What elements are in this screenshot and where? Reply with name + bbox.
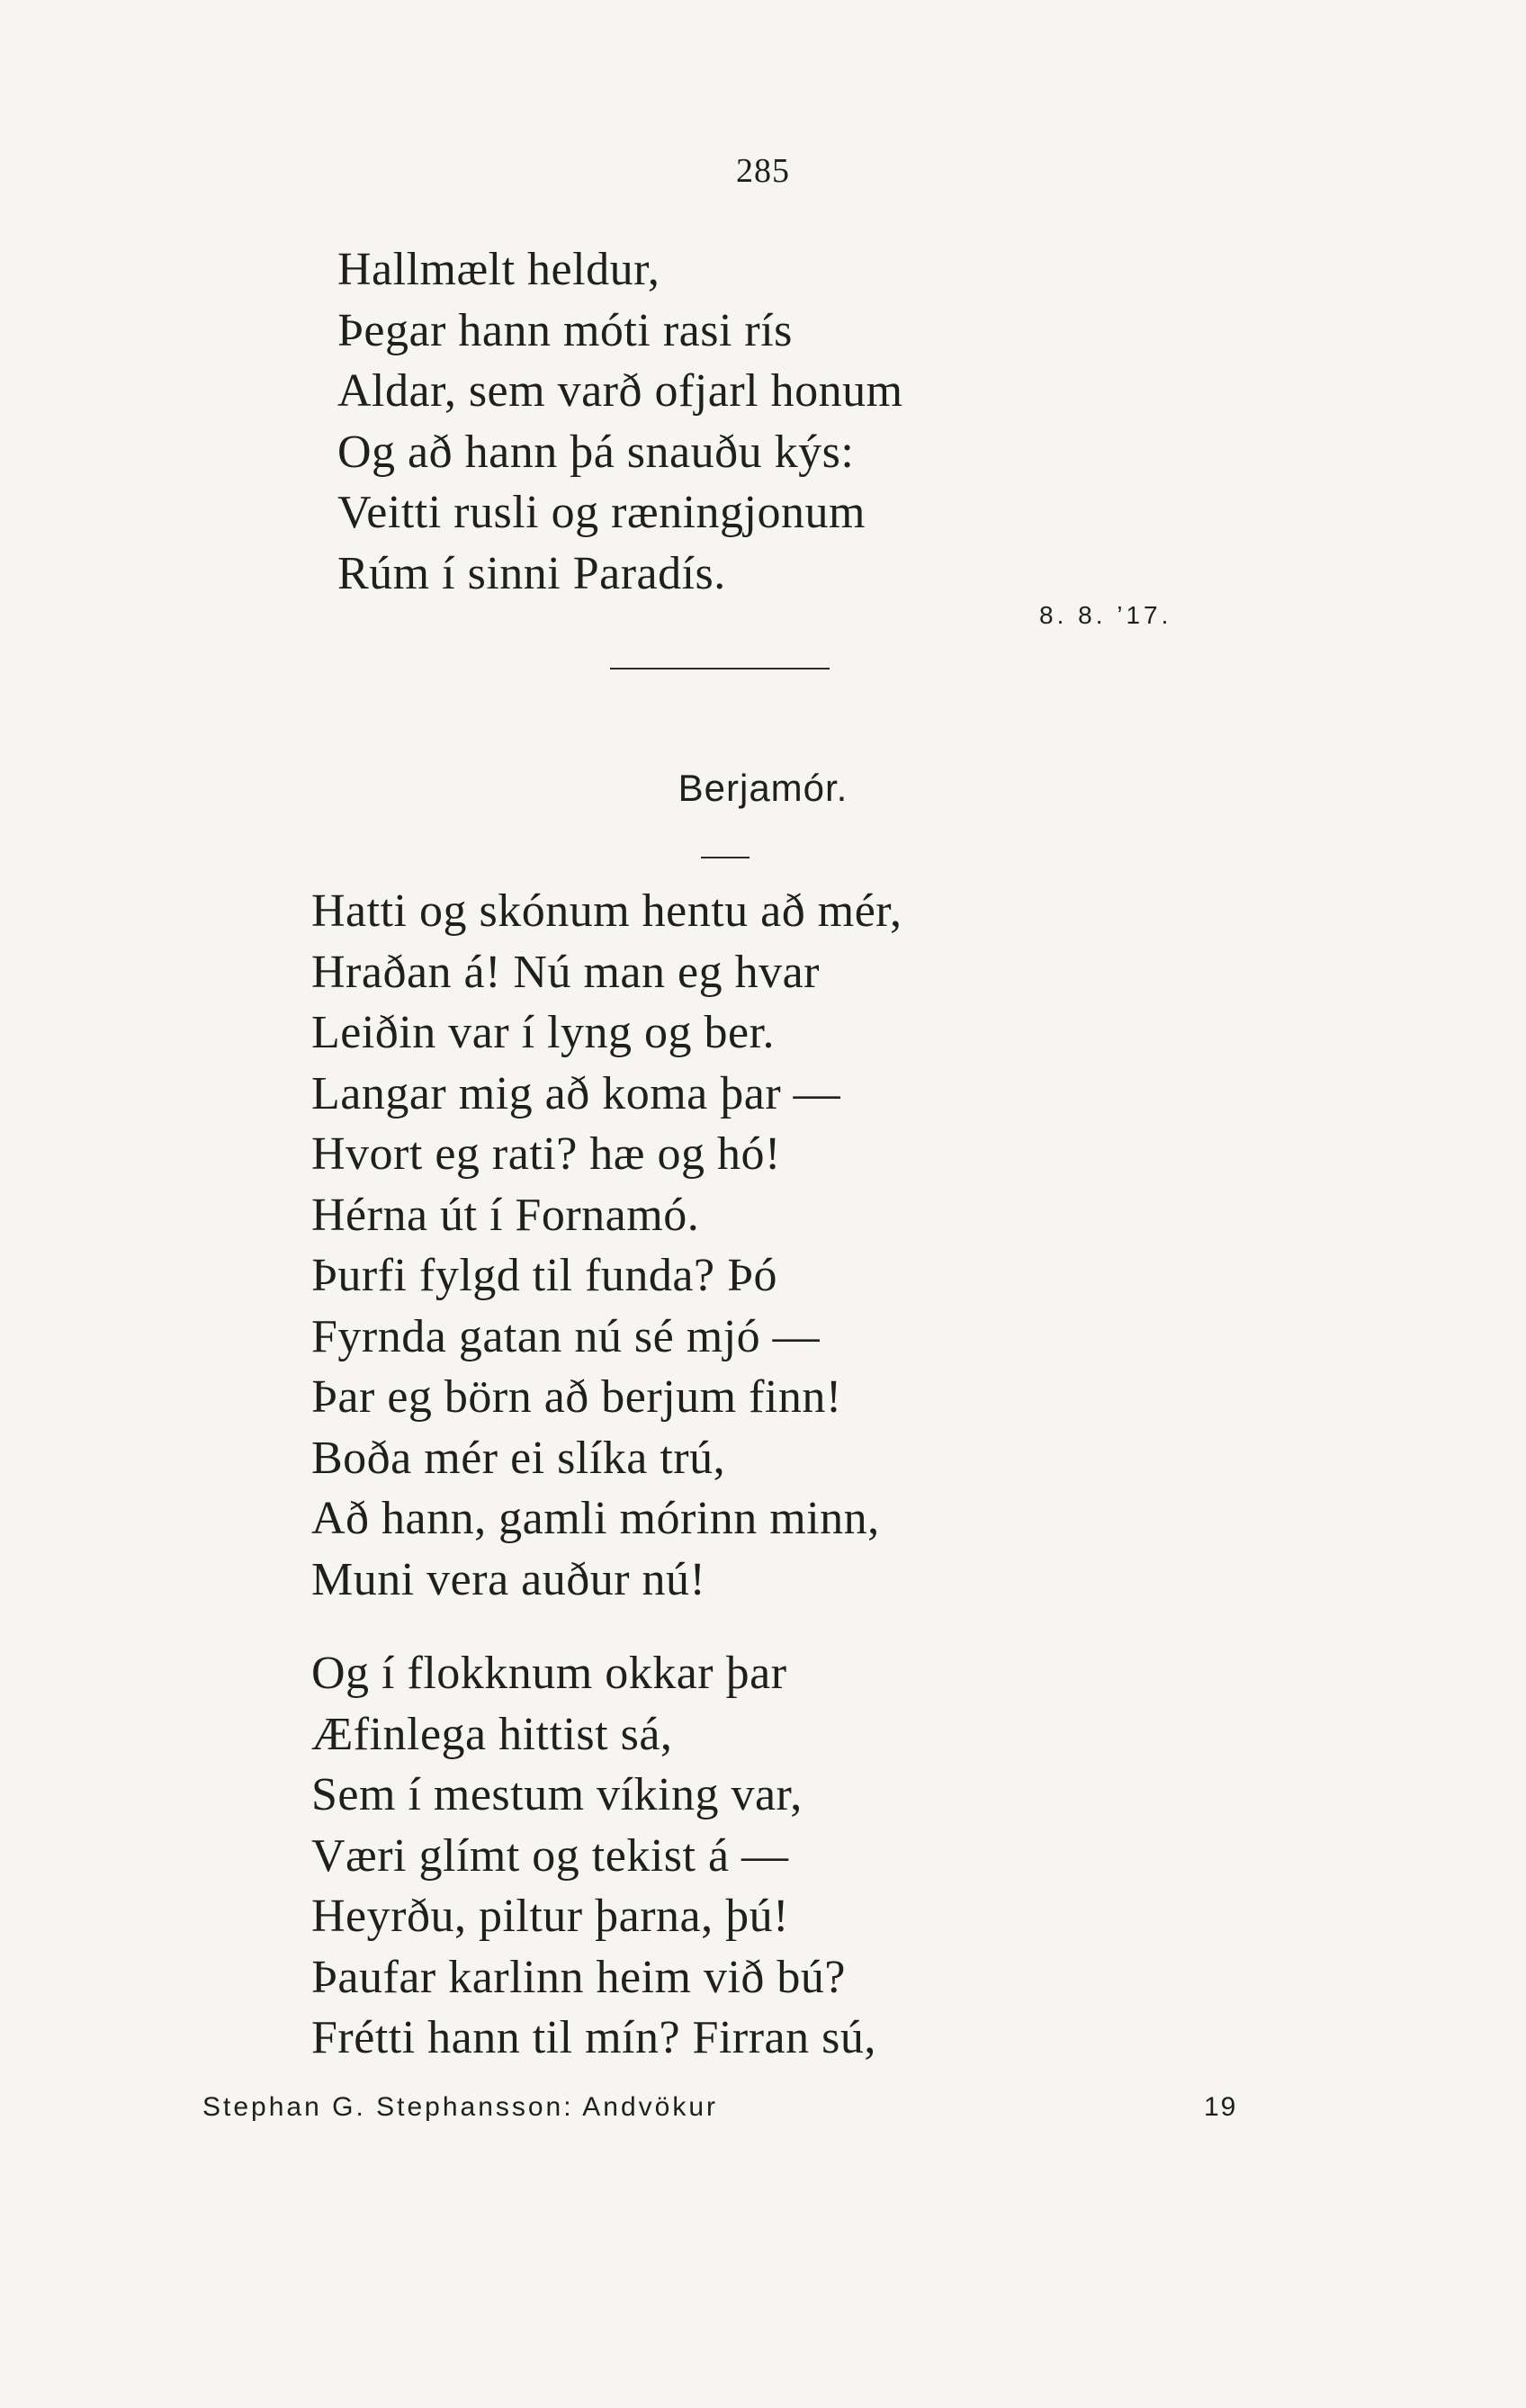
verse-line: Og að hann þá snauðu kýs: [337, 426, 855, 478]
stanza-2 [311, 1643, 876, 2069]
verse-line: Hatti og skónum hentu að mér, [311, 885, 902, 937]
verse-line: Þurfi fylgd til funda? Þó [311, 1250, 778, 1301]
title-underline [701, 857, 750, 858]
verse-line: Rúm í sinni Paradís. [337, 547, 726, 599]
verse-line: Þar eg börn að berjum finn! [311, 1371, 842, 1423]
verse-line: Boða mér ei slíka trú, [311, 1432, 726, 1484]
verse-line: Æfinlega hittist sá, [311, 1708, 673, 1760]
section-divider [610, 668, 830, 669]
verse-line: Þaufar karlinn heim við bú? [311, 1951, 847, 2003]
verse-line: Hraðan á! Nú man eg hvar [311, 946, 820, 998]
verse-line: Heyrðu, piltur þarna, þú! [311, 1891, 789, 1942]
verse-line: Að hann, gamli mórinn minn, [311, 1493, 880, 1544]
verse-line: Fyrnda gatan nú sé mjó — [311, 1310, 821, 1362]
sheet-number: 19 [1204, 2092, 1238, 2122]
verse-line: Leiðin var í lyng og ber. [311, 1007, 776, 1058]
poem-date: 8. 8. ’17. [1039, 601, 1172, 629]
page-number: 285 [736, 152, 790, 190]
verse-line: Þegar hann móti rasi rís [337, 304, 793, 356]
verse-line: Og í flokknum okkar þar [311, 1648, 787, 1699]
verse-line: Hérna út í Fornamó. [311, 1189, 700, 1241]
poem-title: Berjamór. [678, 767, 848, 809]
verse-line: Veitti rusli og ræningjonum [337, 487, 866, 538]
verse-line: Frétti hann til mín? Firran sú, [311, 2012, 876, 2063]
verse-line: Muni vera auður nú! [311, 1553, 706, 1605]
verse-line: Væri glímt og tekist á — [311, 1829, 789, 1882]
verse-line: Aldar, sem varð ofjarl honum [337, 365, 903, 417]
verse-line: Hallmælt heldur, [337, 244, 660, 295]
stanza-1 [311, 881, 902, 1610]
verse-line: Sem í mestum víking var, [311, 1769, 803, 1820]
verse-line: Hvort eg rati? hæ og hó! [311, 1128, 781, 1180]
verse-line: Langar mig að koma þar — [311, 1067, 841, 1119]
footer-signature: Stephan G. Stephansson: Andvökur [202, 2092, 718, 2122]
poem-end-stanza [337, 239, 903, 604]
